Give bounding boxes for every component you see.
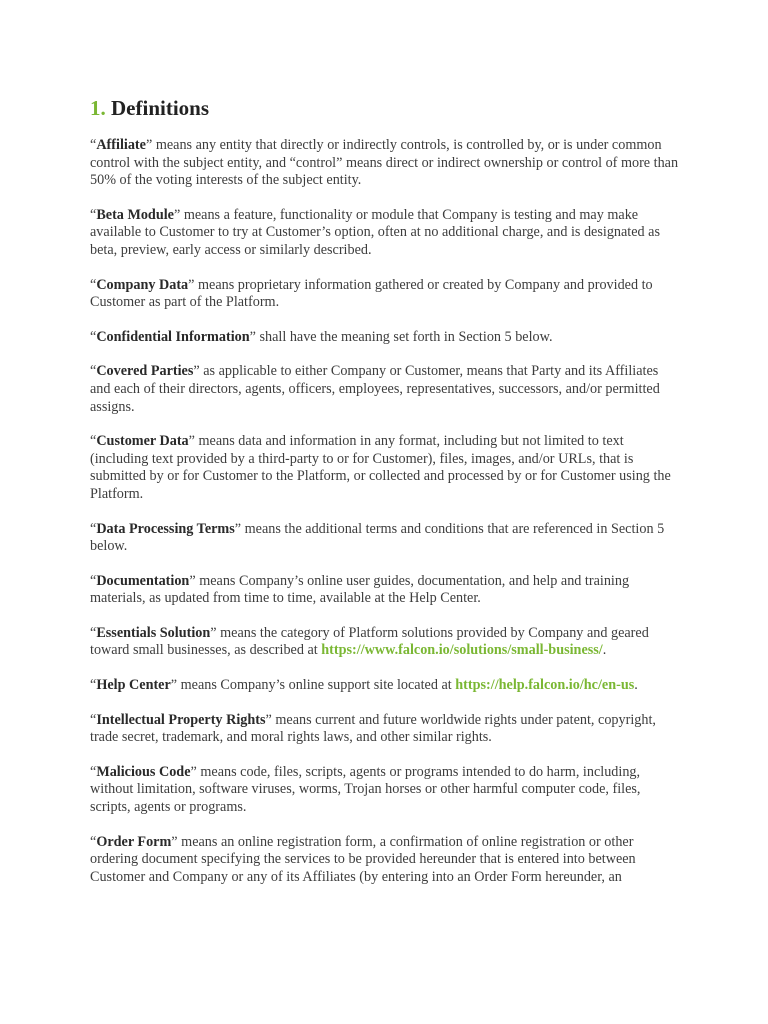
definition-malicious-code: “Malicious Code” means code, files, scripts, agents or programs intended to do harm, including, without limitation, software viruses, worms, Trojan horses or other harmful computer code, files, scripts, agents or programs. (90, 763, 641, 816)
definition-text: means any entity that directly or indirectly controls, is controlled by, or is under common control with the subject entity, and “control” means direct or indirect ownership or control of more than 50% of the voting interests of the subject entity. (90, 137, 679, 189)
definition-affiliate: “Affiliate” means any entity that directly or indirectly controls, is controlled by, or is under common control with the subject entity, and “control” means direct or indirect ownership or control of more than 50% of the voting interests of the subject entity. (90, 137, 679, 189)
definition-documentation: “Documentation” means Company’s online user guides, documentation, and help and training materials, as updated from time to time, available at the Help Center. (90, 572, 630, 607)
definition-term: Intellectual Property Rights (96, 711, 266, 728)
definition-term: Malicious Code (96, 763, 191, 780)
definition-text-end: . (634, 677, 638, 694)
section-heading (90, 94, 680, 122)
definition-term: Order Form (96, 833, 172, 850)
definition-text: means proprietary information gathered or created by Company and provided to Customer as part of the Platform. (90, 276, 653, 311)
definition-text: shall have the meaning set forth in Section 5 below. (255, 328, 553, 345)
definition-confidential-information: “Confidential Information” shall have the meaning set forth in Section 5 below. (90, 328, 553, 345)
section-number: 1. (90, 96, 106, 120)
definition-term: Essentials Solution (96, 624, 211, 641)
definition-text: means the additional terms and conditions that are referenced in Section 5 below. (90, 520, 665, 555)
definition-company-data: “Company Data” means proprietary information gathered or created by Company and provided to Customer as part of the Platform. (90, 276, 653, 311)
help-center-link[interactable]: https://help.falcon.io/hc/en-us (455, 677, 635, 694)
definition-covered-parties: “Covered Parties” as applicable to either Company or Customer, means that Party and its Affiliates and each of their directors, agents, officers, employees, representatives, successors, and/or permitted assigns. (90, 363, 660, 415)
definition-term: Covered Parties (96, 363, 194, 380)
definition-order-form: “Order Form” means an online registration form, a confirmation of online registration or other ordering document specifying the services to be provided hereunder that is entered into between Customer and Company or any of its Affiliates (by entering into an Order Form hereunder, an (90, 833, 636, 885)
definition-beta-module: “Beta Module” means a feature, functionality or module that Company is testing and may make available to Customer to try at Customer’s option, often at no additional charge, and is designated as beta, preview, early access or similarly described. (90, 206, 661, 258)
definition-text: means current and future worldwide rights under patent, copyright, trade secret, trademark, and moral rights laws, and other similar rights. (90, 711, 656, 746)
definition-term: Documentation (96, 572, 190, 589)
definition-text: means an online registration form, a confirmation of online registration or other ordering document specifying the services to be provided hereunder that is entered into between Customer and Company or any of its Affiliates (by entering into an Order Form hereunder, an (90, 833, 636, 885)
definition-text: means Company’s online user guides, documentation, and help and training materials, as updated from time to time, available at the Help Center. (90, 572, 630, 607)
definition-text: as applicable to either Company or Customer, means that Party and its Affiliates and each of their directors, agents, officers, employees, representatives, successors, and/or permitted assigns. (90, 363, 660, 415)
essentials-solution-link[interactable]: https://www.falcon.io/solutions/small-business/ (321, 642, 603, 659)
definition-text: means data and information in any format, including but not limited to text (including text provided by a third-party to or for Customer), files, images, and/or URLs, that is submitted by or for Customer to the Platform, or collected and processed by or for Customer using the Platform. (90, 433, 671, 502)
definition-text: means the category of Platform solutions provided by Company and geared toward small businesses, as described at (90, 624, 649, 659)
definition-intellectual-property-rights: “Intellectual Property Rights” means current and future worldwide rights under patent, copyright, trade secret, trademark, and moral rights laws, and other similar rights. (90, 711, 656, 746)
definition-essentials-solution: “Essentials Solution” means the category of Platform solutions provided by Company and geared toward small businesses, as described at https://www.falcon.io/solutions/small-business/. (90, 624, 649, 659)
definition-term: Data Processing Terms (96, 520, 235, 537)
definition-data-processing-terms: “Data Processing Terms” means the additional terms and conditions that are referenced in Section 5 below. (90, 520, 665, 555)
definition-term: Customer Data (96, 433, 189, 450)
definition-term: Company Data (96, 276, 189, 293)
document-page (90, 94, 680, 903)
definition-text-end: . (602, 642, 607, 659)
definition-text: means a feature, functionality or module that Company is testing and may make available to Customer to try at Customer’s option, often at no additional charge, and is designated as beta, preview, early access or similarly described. (90, 206, 661, 258)
definition-term: Beta Module (96, 206, 174, 223)
definition-text: means Company’s online support site located at (177, 677, 456, 694)
definition-customer-data: “Customer Data” means data and information in any format, including but not limited to text (including text provided by a third-party to or for Customer), files, images, and/or URLs, that is submitted by or for Customer to the Platform, or collected and processed by or for Customer using the Platform. (90, 433, 671, 502)
definition-help-center: “Help Center” means Company’s online support site located at https://help.falcon.io/hc/en-us. (90, 677, 638, 694)
definition-term: Help Center (96, 677, 171, 694)
definition-text: means code, files, scripts, agents or programs intended to do harm, including, without limitation, software viruses, worms, Trojan horses or other harmful computer code, files, scripts, agents or programs. (90, 763, 641, 816)
definition-term: Confidential Information (96, 328, 250, 345)
section-title: Definitions (111, 96, 210, 120)
definition-term: Affiliate (96, 137, 146, 153)
